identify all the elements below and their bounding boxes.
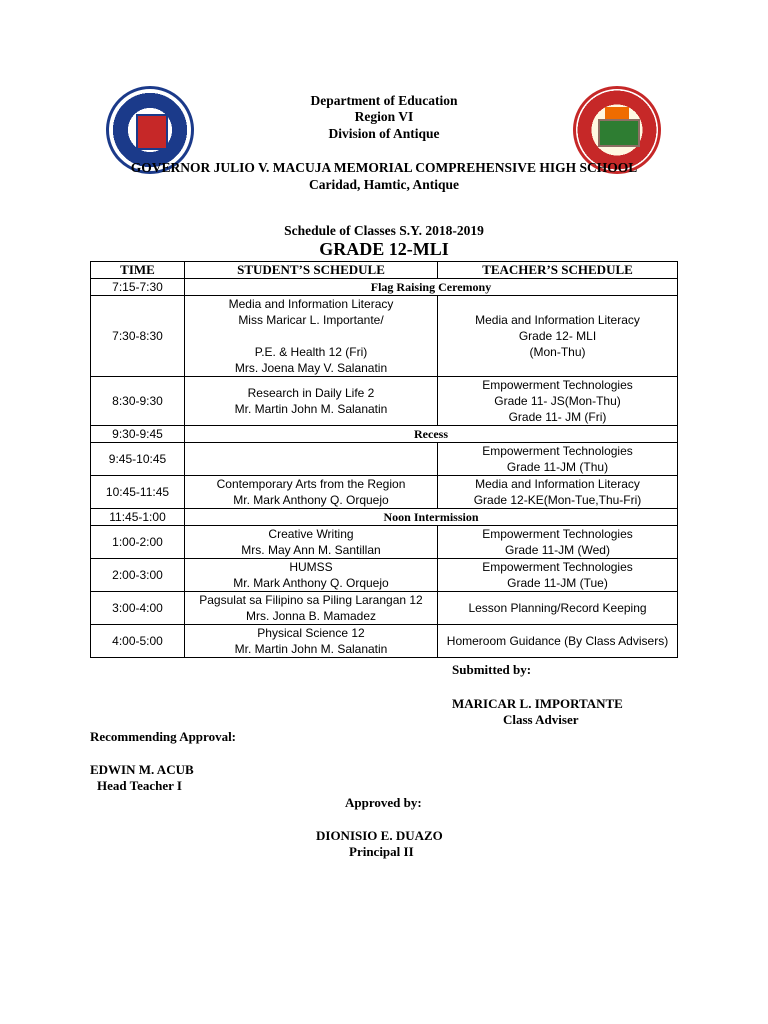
time-cell: 7:15-7:30 bbox=[91, 279, 185, 296]
time-cell: 3:00-4:00 bbox=[91, 592, 185, 625]
col-student-header: STUDENT’S SCHEDULE bbox=[185, 262, 438, 279]
teacher-line: Grade 11-JM (Wed) bbox=[505, 543, 610, 557]
principal-name: DIONISIO E. DUAZO bbox=[316, 828, 443, 843]
division-name: Division of Antique bbox=[328, 126, 440, 141]
time-cell: 11:45-1:00 bbox=[91, 509, 185, 526]
break-cell: Flag Raising Ceremony bbox=[185, 279, 678, 296]
region-name: Region VI bbox=[354, 109, 414, 124]
student-line: Research in Daily Life 2 bbox=[247, 386, 375, 400]
student-line: Media and Information Literacy bbox=[228, 297, 394, 311]
student-line: P.E. & Health 12 (Fri) bbox=[254, 345, 368, 359]
table-row bbox=[91, 476, 678, 509]
table-row bbox=[91, 509, 678, 526]
table-row bbox=[91, 279, 678, 296]
teacher-line: Empowerment Technologies bbox=[482, 560, 633, 574]
teacher-schedule-cell bbox=[438, 377, 678, 426]
teacher-schedule-cell bbox=[438, 526, 678, 559]
student-line: Mr. Mark Anthony Q. Orquejo bbox=[233, 493, 389, 507]
schedule-title: Schedule of Classes S.Y. 2018-2019 bbox=[284, 223, 484, 238]
submitted-by-label: Submitted by: bbox=[452, 662, 532, 677]
adviser-name: MARICAR L. IMPORTANTE bbox=[452, 696, 623, 711]
student-line: Miss Maricar L. Importante/ bbox=[238, 313, 384, 327]
table-row bbox=[91, 625, 678, 658]
student-line: Contemporary Arts from the Region bbox=[216, 477, 406, 491]
principal-title: Principal II bbox=[349, 844, 414, 859]
col-time-header: TIME bbox=[91, 262, 185, 279]
student-schedule-cell bbox=[185, 443, 438, 476]
schedule-body bbox=[91, 279, 678, 658]
student-schedule-cell bbox=[185, 377, 438, 426]
teacher-schedule-cell bbox=[438, 443, 678, 476]
table-header-row bbox=[91, 262, 678, 279]
teacher-line: Grade 11- JS(Mon-Thu) bbox=[494, 394, 621, 408]
student-line: Pagsulat sa Filipino sa Piling Larangan 12 bbox=[199, 593, 423, 607]
break-cell: Recess bbox=[185, 426, 678, 443]
time-cell: 4:00-5:00 bbox=[91, 625, 185, 658]
school-name: GOVERNOR JULIO V. MACUJA MEMORIAL COMPREHENSIVE HIGH SCHOOL bbox=[130, 160, 638, 175]
time-cell: 10:45-11:45 bbox=[91, 476, 185, 509]
student-schedule-cell bbox=[185, 625, 438, 658]
teacher-line: Media and Information Literacy bbox=[475, 313, 640, 327]
teacher-schedule-cell bbox=[438, 559, 678, 592]
student-line: Mrs. Joena May V. Salanatin bbox=[234, 361, 388, 375]
time-cell: 1:00-2:00 bbox=[91, 526, 185, 559]
head-teacher-name: EDWIN M. ACUB bbox=[90, 762, 194, 777]
time-cell: 9:30-9:45 bbox=[91, 426, 185, 443]
student-line: Mrs. Jonna B. Mamadez bbox=[245, 609, 377, 623]
table-row bbox=[91, 559, 678, 592]
recommending-label: Recommending Approval: bbox=[90, 729, 237, 744]
student-line bbox=[187, 328, 435, 344]
teacher-schedule-cell bbox=[438, 592, 678, 625]
student-line: Mr. Mark Anthony Q. Orquejo bbox=[233, 576, 389, 590]
adviser-title: Class Adviser bbox=[503, 712, 579, 727]
table-row bbox=[91, 443, 678, 476]
time-cell: 8:30-9:30 bbox=[91, 377, 185, 426]
teacher-schedule-cell bbox=[438, 625, 678, 658]
table-row bbox=[91, 296, 678, 377]
teacher-line: Grade 11- JM (Fri) bbox=[508, 410, 607, 424]
table-row bbox=[91, 592, 678, 625]
student-schedule-cell bbox=[185, 592, 438, 625]
student-schedule-cell bbox=[185, 296, 438, 377]
break-cell: Noon Intermission bbox=[185, 509, 678, 526]
table-row bbox=[91, 526, 678, 559]
teacher-line: Media and Information Literacy bbox=[475, 477, 640, 491]
teacher-schedule-cell bbox=[438, 476, 678, 509]
teacher-line: Grade 12- MLI bbox=[518, 329, 597, 343]
time-cell: 2:00-3:00 bbox=[91, 559, 185, 592]
schedule-table bbox=[90, 261, 678, 658]
student-schedule-cell bbox=[185, 559, 438, 592]
grade-title: GRADE 12-MLI bbox=[319, 239, 449, 259]
dept-name: Department of Education bbox=[310, 93, 458, 108]
teacher-schedule-cell bbox=[438, 296, 678, 377]
student-line: Mrs. May Ann M. Santillan bbox=[241, 543, 381, 557]
time-cell: 9:45-10:45 bbox=[91, 443, 185, 476]
student-schedule-cell bbox=[185, 526, 438, 559]
table-row bbox=[91, 377, 678, 426]
student-line: Mr. Martin John M. Salanatin bbox=[234, 402, 388, 416]
col-teacher-header: TEACHER’S SCHEDULE bbox=[438, 262, 678, 279]
teacher-line: Grade 11-JM (Tue) bbox=[507, 576, 608, 590]
student-line: HUMSS bbox=[289, 560, 333, 574]
school-address: Caridad, Hamtic, Antique bbox=[308, 177, 459, 192]
student-schedule-cell bbox=[185, 476, 438, 509]
student-line: Mr. Martin John M. Salanatin bbox=[234, 642, 388, 656]
head-teacher-title: Head Teacher I bbox=[97, 778, 182, 793]
student-line: Creative Writing bbox=[268, 527, 354, 541]
teacher-line: Homeroom Guidance (By Class Advisers) bbox=[446, 634, 669, 648]
teacher-line: (Mon-Thu) bbox=[529, 345, 586, 359]
time-cell: 7:30-8:30 bbox=[91, 296, 185, 377]
teacher-line: Lesson Planning/Record Keeping bbox=[468, 601, 647, 615]
table-row bbox=[91, 426, 678, 443]
teacher-line: Grade 12-KE(Mon-Tue,Thu-Fri) bbox=[473, 493, 642, 507]
teacher-line: Grade 11-JM (Thu) bbox=[506, 460, 609, 474]
student-line: Physical Science 12 bbox=[257, 626, 365, 640]
teacher-line: Empowerment Technologies bbox=[482, 527, 633, 541]
teacher-line: Empowerment Technologies bbox=[482, 378, 633, 392]
approved-by-label: Approved by: bbox=[345, 795, 422, 810]
teacher-line: Empowerment Technologies bbox=[482, 444, 633, 458]
